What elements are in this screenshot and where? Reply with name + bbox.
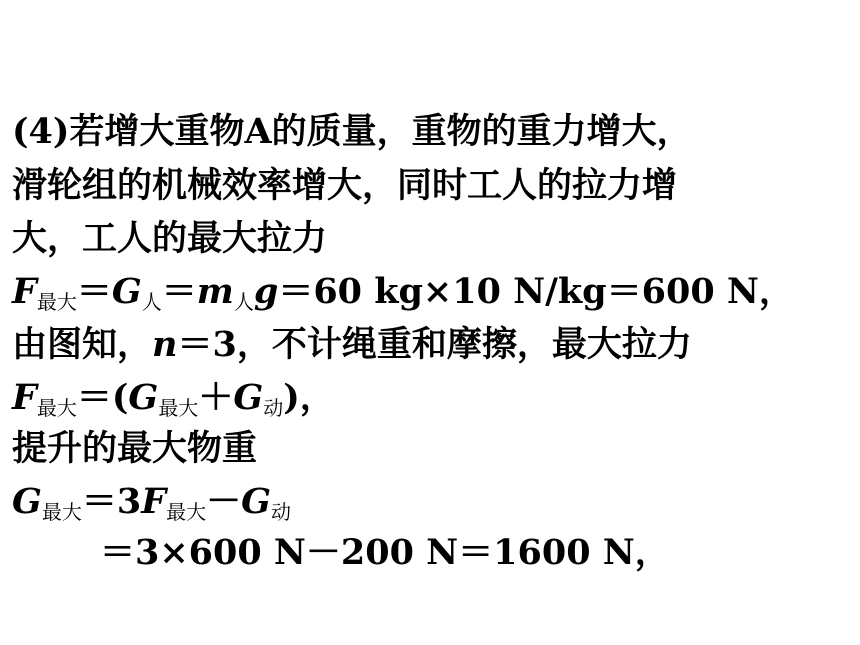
symbol-G: G	[111, 271, 142, 312]
plus-sign: ＋	[198, 377, 234, 418]
symbol-F: F	[141, 481, 167, 522]
subscript-moving: 动	[263, 396, 284, 420]
formula-max-weight	[12, 477, 291, 527]
text-line-2: 滑轮组的机械效率增大，同时工人的拉力增	[12, 165, 678, 206]
text-line-5	[12, 320, 692, 370]
minus-sign: －	[206, 481, 242, 522]
formula-result: ＝3×600 N－200 N＝1600 N，	[100, 532, 670, 573]
subscript-person: 人	[233, 290, 254, 314]
closing-paren: )，	[283, 377, 335, 418]
formula-value: ＝60 kg×10 N/kg＝600 N，	[278, 271, 794, 312]
formula-max-pull	[12, 267, 794, 317]
line-5-pre: 由图知，	[12, 324, 153, 365]
equals-sign: ＝	[76, 271, 112, 312]
symbol-g: g	[253, 271, 279, 312]
symbol-n: n	[152, 324, 178, 365]
subscript-max: 最大	[166, 500, 207, 524]
symbol-F: F	[12, 271, 37, 312]
equals-three: ＝3	[81, 481, 142, 522]
subscript-max: 最大	[158, 396, 199, 420]
line-5-post: ＝3，不计绳重和摩擦，最大拉力	[177, 324, 692, 365]
symbol-G: G	[128, 377, 159, 418]
text-line-1: (4)若增大重物A的质量，重物的重力增大，	[12, 111, 692, 152]
subscript-person: 人	[141, 290, 162, 314]
symbol-G: G	[233, 377, 264, 418]
symbol-G: G	[241, 481, 272, 522]
symbol-m: m	[196, 271, 234, 312]
equals-sign: ＝	[161, 271, 197, 312]
subscript-max: 最大	[36, 396, 77, 420]
text-line-3: 大，工人的最大拉力	[12, 218, 328, 259]
subscript-max: 最大	[36, 290, 77, 314]
formula-max-force-relation	[12, 373, 335, 423]
equals-paren: ＝(	[76, 377, 129, 418]
symbol-F: F	[12, 377, 37, 418]
symbol-G: G	[12, 481, 42, 522]
subscript-max: 最大	[41, 500, 82, 524]
subscript-moving: 动	[271, 500, 292, 524]
text-line-7: 提升的最大物重	[12, 428, 258, 469]
